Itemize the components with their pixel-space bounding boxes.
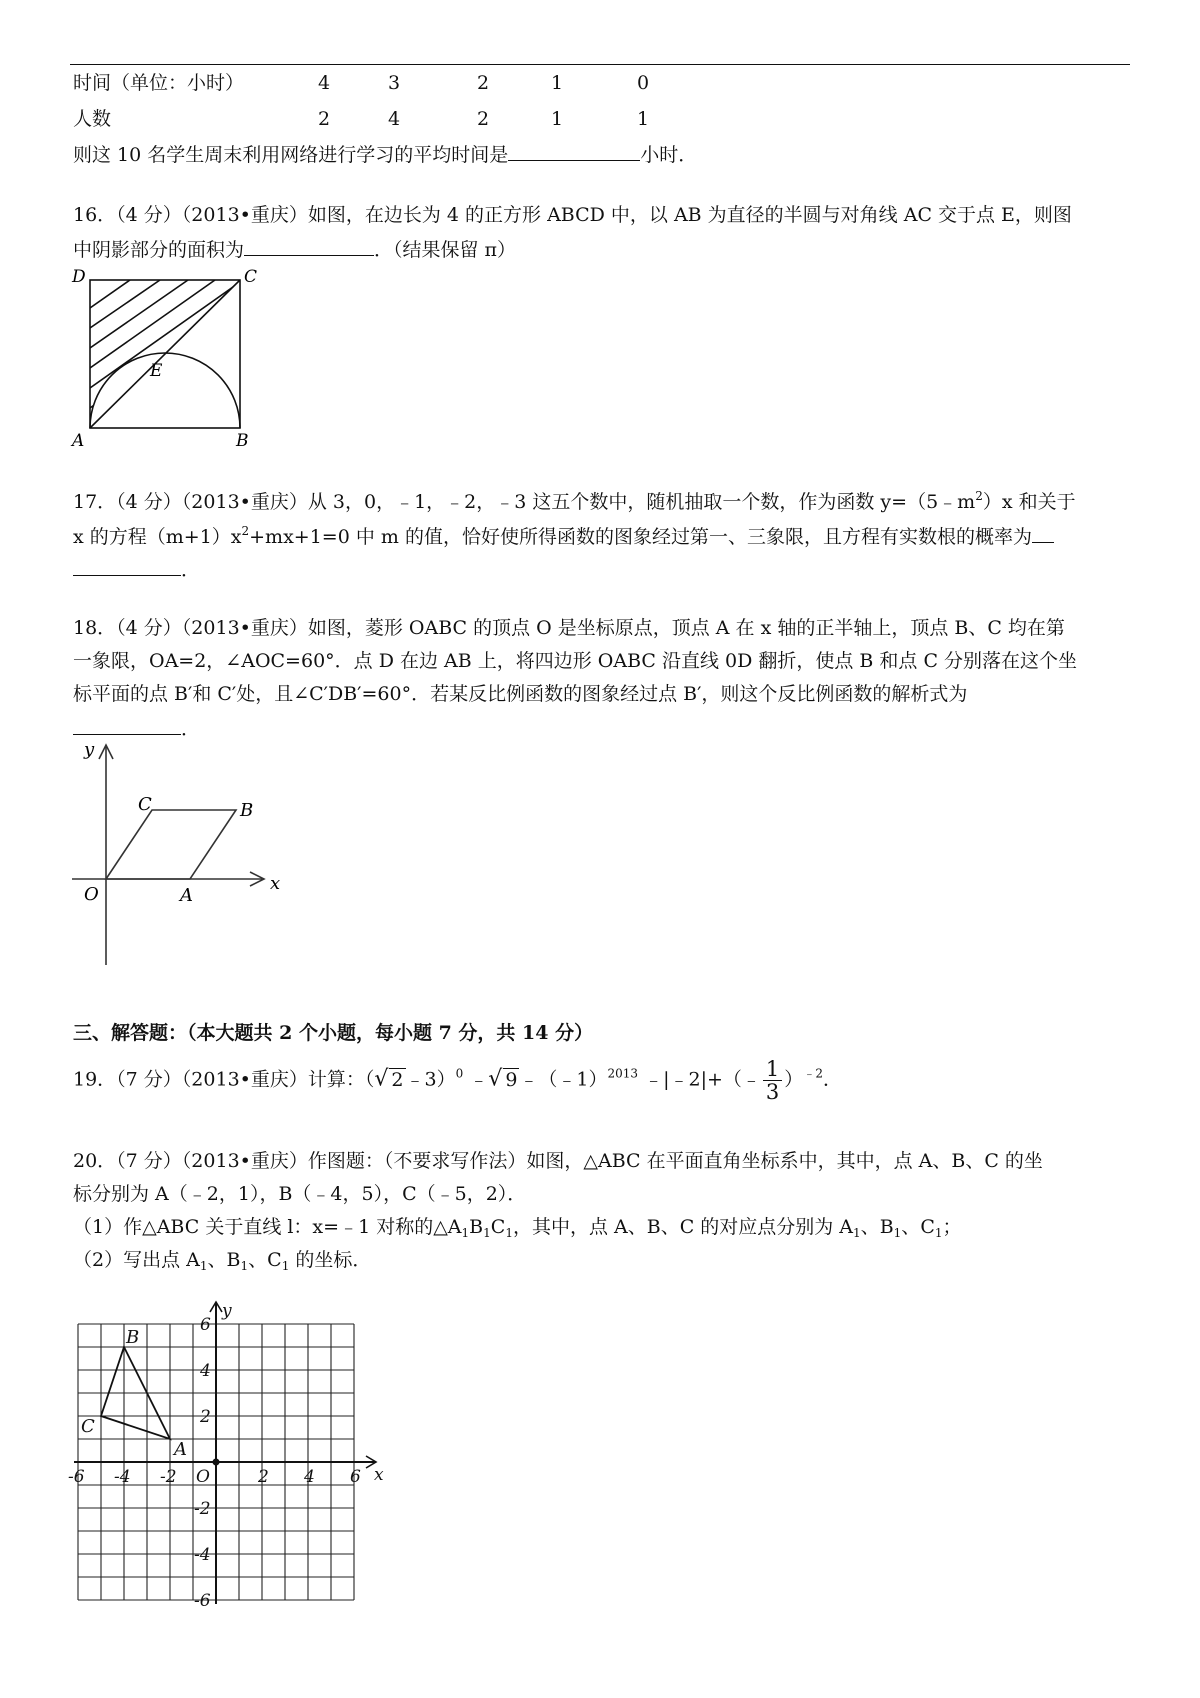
point-label-b: B — [126, 1327, 140, 1348]
q20-coordinate-grid — [60, 1280, 430, 1650]
q19-sqrt2: 2 — [391, 1068, 404, 1091]
x-axis-label: x — [374, 1465, 384, 1485]
q20-text-a: （1）作△ABC 关于直线 l：x=﹣1 对称的△A — [73, 1216, 462, 1238]
q19-part4: ﹣（﹣1） — [519, 1068, 608, 1091]
q15-text: 则这 10 名学生周末利用网络进行学习的平均时间是 — [73, 144, 509, 166]
sub-1: 1 — [893, 1226, 902, 1240]
table-row1-v3: 2 — [477, 72, 490, 94]
q20-line3 — [73, 1214, 962, 1240]
sqrt-sign: √ — [488, 1066, 503, 1092]
q18-line1: 18．（4 分）（2013•重庆）如图，菱形 OABC 的顶点 O 是坐标原点，顶点 A 在 x 轴的正半轴上，顶点 B、C 均在第 — [73, 617, 1065, 639]
q19-line — [73, 1058, 842, 1106]
q16-label-B: B — [236, 431, 249, 451]
q20-text-c: （2）写出点 A — [73, 1249, 200, 1271]
header-rule — [70, 64, 1130, 65]
q16-label-D: D — [72, 268, 86, 287]
q20-text-b: ，其中，点 A、B、C 的对应点分别为 A — [512, 1216, 854, 1238]
sep: 、 — [248, 1249, 268, 1271]
sub-1: 1 — [281, 1259, 290, 1273]
q16-note: ．（结果保留 π） — [374, 239, 517, 261]
q17-line3 — [73, 555, 200, 583]
q20-C: C — [920, 1216, 935, 1238]
q19-suffix: ． — [822, 1068, 842, 1091]
table-row2-v3: 2 — [477, 108, 490, 130]
q17-text-c: x 的方程（m+1）x — [73, 526, 242, 548]
q19-fraction — [763, 1058, 782, 1103]
q17-line2 — [73, 522, 1054, 550]
y-axis-label: y — [222, 1301, 232, 1321]
q18-line3: 标平面的点 B′和 C′处，且∠C′DB′=60°．若某反比例函数的图象经过点 B′，则这个反比例函数的解析式为 — [73, 683, 968, 705]
sep: 、 — [901, 1216, 921, 1238]
y-tick-label: 4 — [200, 1361, 211, 1381]
y-tick-label: -6 — [194, 1591, 211, 1611]
sub-1: 1 — [934, 1226, 943, 1240]
q18-period: ． — [181, 718, 201, 740]
y-tick-label: 6 — [200, 1315, 211, 1335]
x-tick-label: -4 — [114, 1467, 131, 1487]
x-tick-label: 2 — [258, 1467, 269, 1487]
q19-exp2013: 2013 — [607, 1066, 639, 1081]
q16-semicircle-fill — [90, 353, 240, 428]
q16-label-C: C — [244, 268, 258, 287]
table-row2-label: 人数 — [73, 108, 112, 130]
q19-exp-neg2: ﹣2 — [803, 1066, 823, 1081]
sqrt-sign: √ — [374, 1066, 389, 1092]
sub-1: 1 — [505, 1226, 513, 1240]
q16-label-E: E — [150, 361, 163, 381]
table-row1-v1: 4 — [318, 72, 331, 94]
q18-rhombus — [106, 810, 236, 879]
table-row2-v5: 1 — [637, 108, 650, 130]
sub-1: 1 — [483, 1226, 491, 1240]
q19-part6: ） — [784, 1068, 804, 1091]
q17-text-a: 17．（4 分）（2013•重庆）从 3，0，﹣1，﹣2，﹣3 这五个数中，随机抽取一个数，作为函数 y=（5﹣m — [73, 491, 976, 513]
q16-answer-blank[interactable] — [244, 235, 374, 256]
table-row1-v5: 0 — [637, 72, 650, 94]
q16-text: 中阴影部分的面积为 — [73, 239, 245, 261]
q16-line2 — [73, 235, 516, 263]
q19-frac-den: 3 — [765, 1080, 780, 1104]
q17-answer-blank-start[interactable] — [1032, 522, 1054, 543]
q20-C: C — [490, 1216, 506, 1238]
sep: 、 — [860, 1216, 880, 1238]
q17-period: ． — [181, 559, 201, 581]
q20-line4 — [73, 1247, 371, 1273]
q18-answer-blank[interactable] — [73, 714, 181, 735]
q19-part2: ﹣3） — [405, 1068, 456, 1091]
q15-tail — [73, 140, 697, 168]
sub-1: 1 — [240, 1259, 249, 1273]
q17-line1 — [73, 489, 1076, 515]
q18-label-x: x — [270, 873, 281, 894]
q18-figure — [64, 735, 294, 975]
q20-line2: 标分别为 A（﹣2，1），B（﹣4，5），C（﹣5，2）． — [73, 1183, 527, 1205]
q19-exp0: 0 — [455, 1066, 464, 1081]
q19-sqrt9: 9 — [505, 1068, 518, 1091]
q18-label-y: y — [84, 739, 95, 760]
table-row1-v4: 1 — [551, 72, 564, 94]
point-label-a: A — [174, 1439, 187, 1460]
q17-exp: 2 — [975, 489, 983, 503]
q18-label-B: B — [240, 800, 254, 821]
q20-line1: 20．（7 分）（2013•重庆）作图题：（不要求写作法）如图，△ABC 在平面直角坐标系中，其中，点 A、B、C 的坐 — [73, 1150, 1043, 1172]
y-tick-label: 2 — [200, 1407, 211, 1427]
sub-1: 1 — [461, 1226, 470, 1240]
table-row2-v4: 1 — [551, 108, 564, 130]
q19-prefix: 19．（7 分）（2013•重庆）计算：（ — [73, 1068, 375, 1091]
origin-label: O — [196, 1467, 210, 1487]
point-label-c: C — [81, 1416, 95, 1437]
q17-text-d: +mx+1=0 中 m 的值，恰好使所得函数的图象经过第一、三象限，且方程有实数根的概率为 — [249, 526, 1032, 548]
q17-text-b: ）x 和关于 — [982, 491, 1076, 513]
q18-label-A: A — [180, 885, 193, 906]
table-row2-v1: 2 — [318, 108, 331, 130]
origin-dot — [213, 1459, 220, 1466]
sub-1: 1 — [199, 1259, 208, 1273]
q15-unit: 小时． — [640, 144, 698, 166]
y-tick-label: -4 — [194, 1545, 211, 1565]
q17-exp2: 2 — [241, 524, 250, 538]
q16-figure — [70, 268, 260, 453]
q19-part3: ﹣ — [469, 1068, 489, 1091]
q16-line1: 16．（4 分）（2013•重庆）如图，在边长为 4 的正方形 ABCD 中，以 AB 为直径的半圆与对角线 AC 交于点 E，则图 — [73, 204, 1072, 226]
section3-title: 三、解答题：（本大题共 2 个小题，每小题 7 分，共 14 分） — [73, 1022, 594, 1044]
table-row2-v2: 4 — [388, 108, 401, 130]
y-tick-label: -2 — [194, 1499, 211, 1519]
sep: 、 — [207, 1249, 227, 1271]
q20-text-d: 的坐标． — [289, 1249, 372, 1271]
table-row1-label: 时间（单位：小时） — [73, 72, 245, 94]
q19-part5: ﹣|﹣2|+（﹣ — [644, 1068, 761, 1091]
q18-label-O: O — [84, 884, 99, 905]
x-tick-label: 4 — [304, 1467, 315, 1487]
sub-1: 1 — [853, 1226, 861, 1240]
x-tick-label: -6 — [68, 1467, 85, 1487]
q16-label-A: A — [72, 431, 85, 451]
x-tick-label: 6 — [350, 1467, 361, 1487]
semi: ； — [942, 1216, 962, 1238]
q20-B: B — [469, 1216, 484, 1238]
q20-C: C — [267, 1249, 282, 1271]
q19-frac-num: 1 — [763, 1058, 782, 1081]
q15-answer-blank[interactable] — [508, 140, 640, 161]
q20-B: B — [226, 1249, 241, 1271]
q18-label-C: C — [138, 794, 152, 815]
q20-B: B — [879, 1216, 894, 1238]
q17-answer-blank[interactable] — [73, 555, 181, 576]
x-tick-label: -2 — [160, 1467, 177, 1487]
table-row1-v2: 3 — [388, 72, 401, 94]
q18-line2: 一象限，OA=2，∠AOC=60°．点 D 在边 AB 上，将四边形 OABC 沿直线 0D 翻折，使点 B 和点 C 分别落在这个坐 — [73, 650, 1078, 672]
